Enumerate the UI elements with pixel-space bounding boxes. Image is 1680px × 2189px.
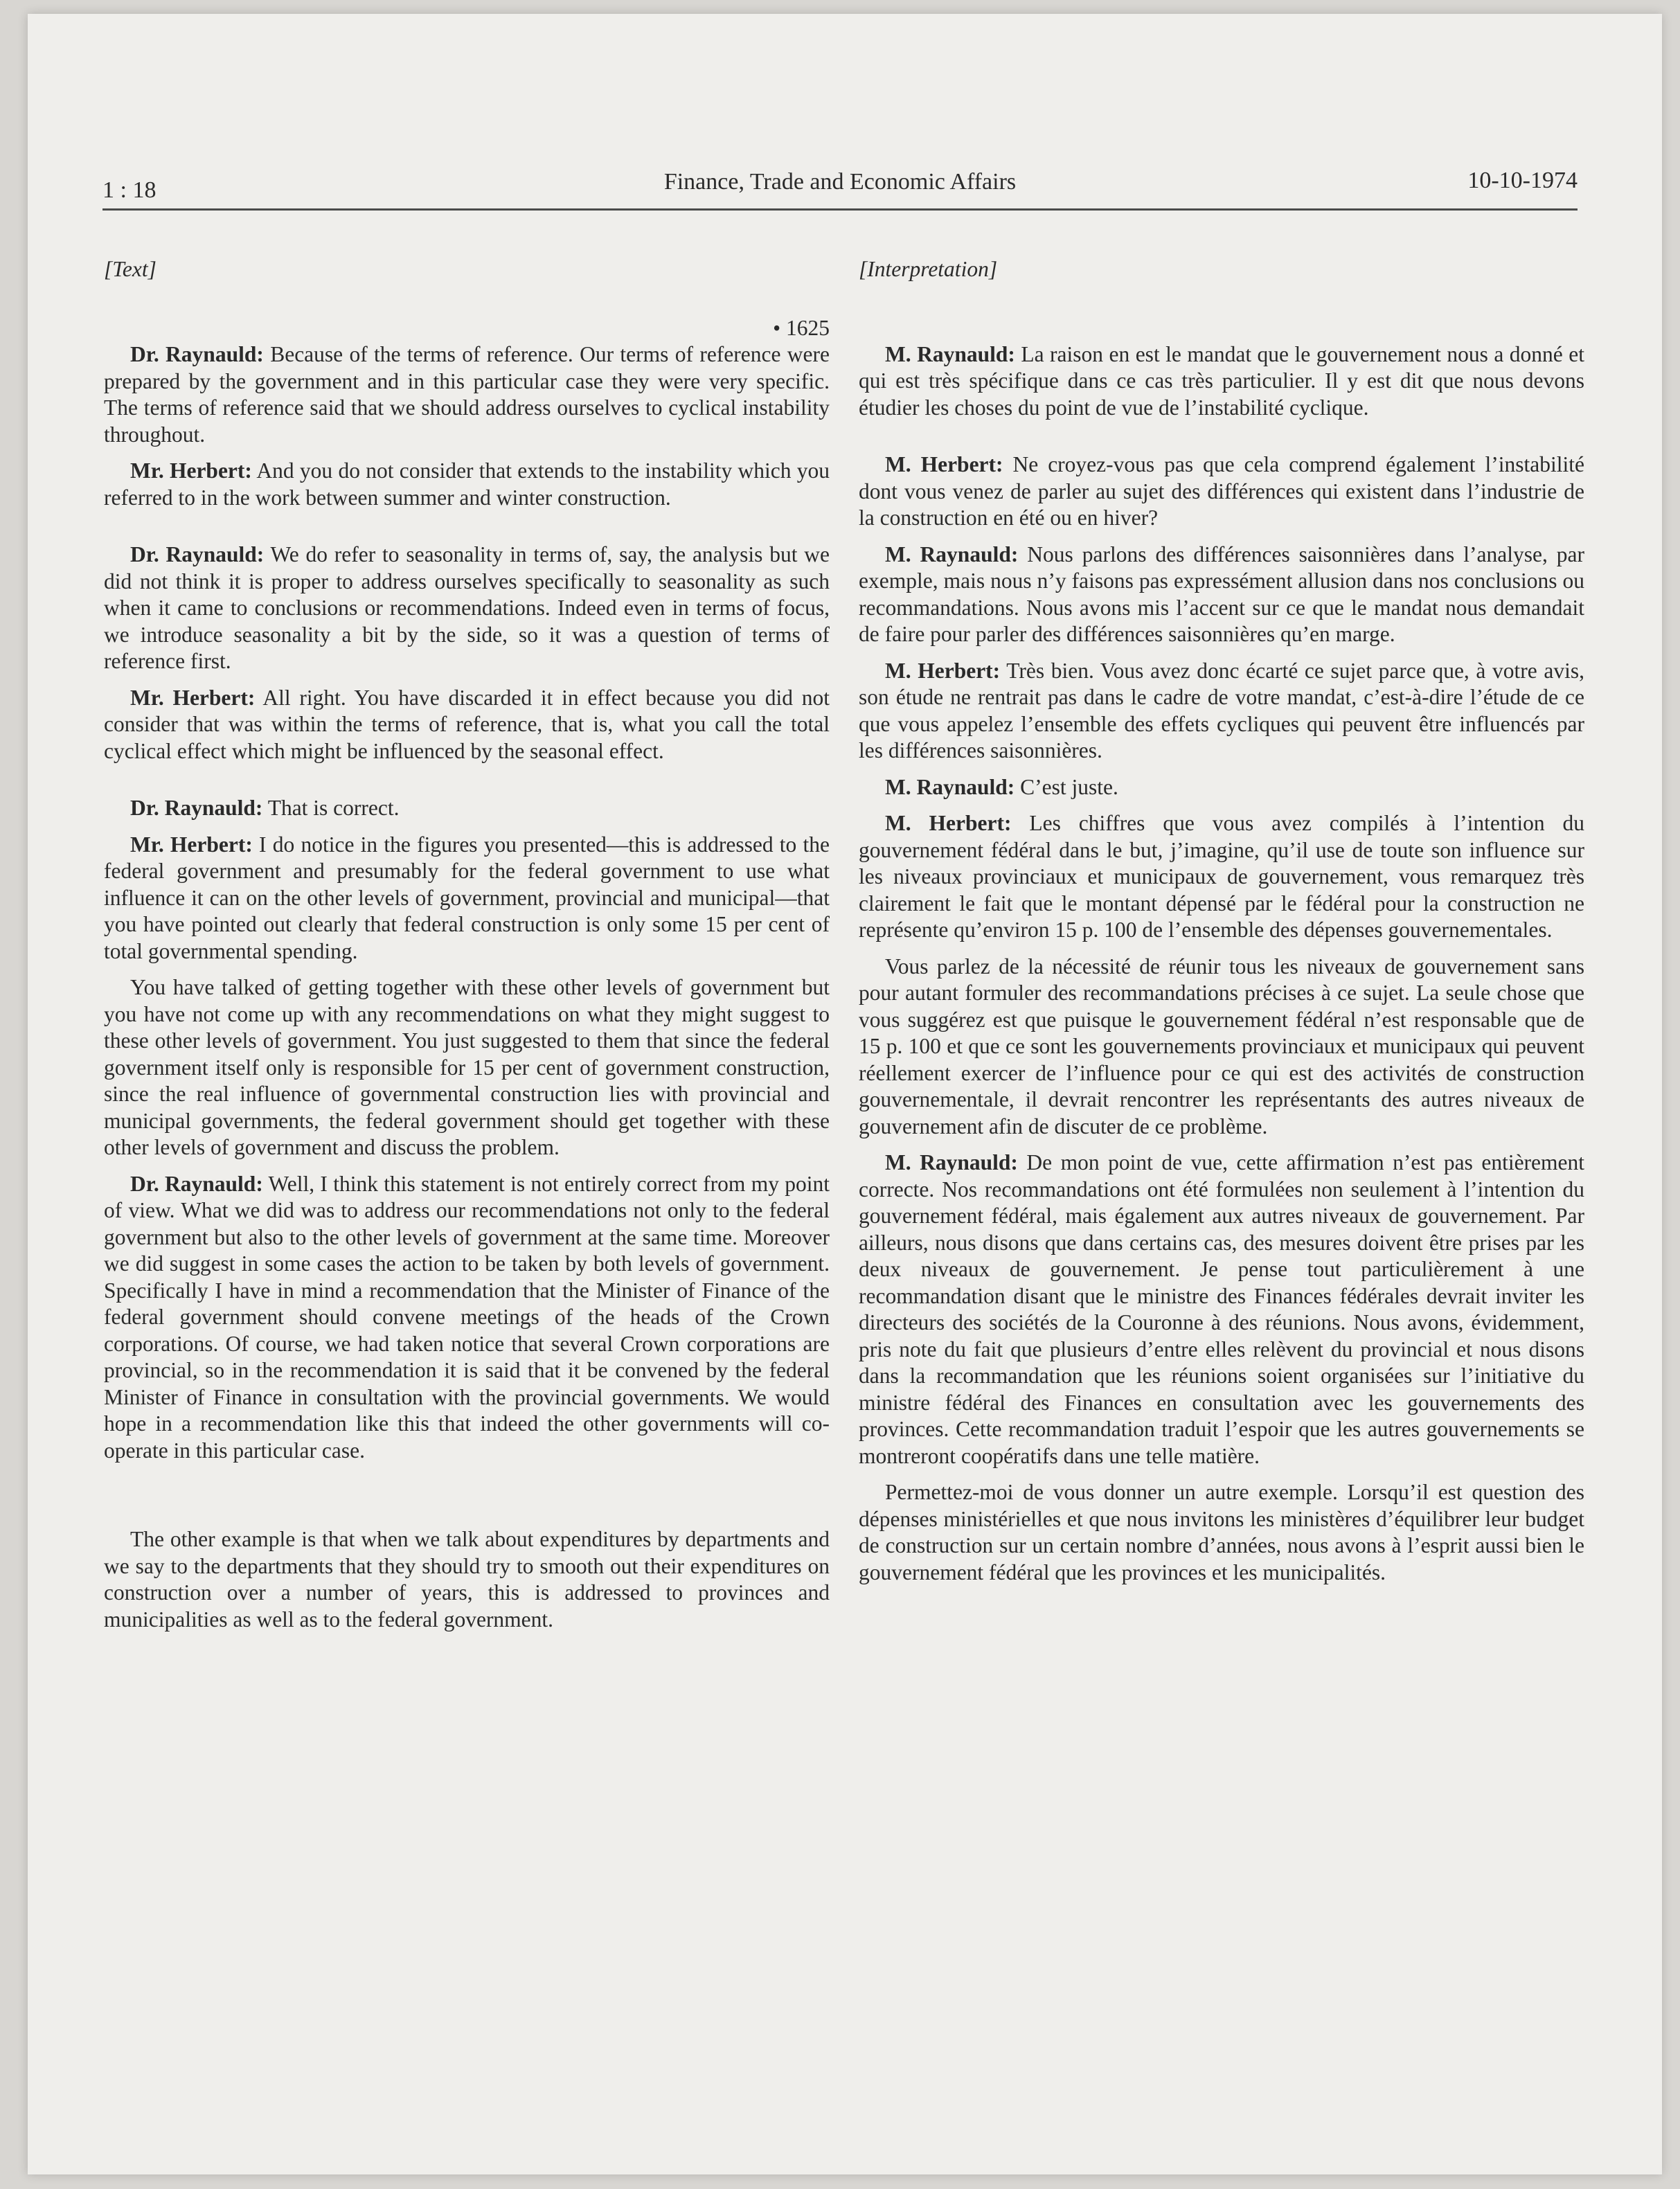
paragraph xyxy=(104,1526,830,1633)
page-number: 1 : 18 xyxy=(102,177,157,203)
speaker-name: M. Herbert: xyxy=(885,452,1003,476)
speaker-name: Mr. Herbert: xyxy=(130,832,253,857)
document-page xyxy=(28,14,1662,2174)
speech-text: Nous parlons des différences saisonnières dans l’analyse, par exemple, mais nous n’y faisons pas expressément allusion dans nos conclusions ou recommandations. Nous avons mis l’accent sur ce que le mandat nous demandait de faire pour parler des différences saisonnières qu’en marge. xyxy=(859,542,1584,646)
paragraph xyxy=(104,795,830,822)
speech-text: Well, I think this statement is not entirely correct from my point of view. What we did was to address our recommendations not only to the federal government but also to the other levels of government at the same time. Moreover we did suggest in some cases the action to be taken by both levels of government. Specifically I have in mind a recommendation that the Minister of Finance of the federal government should convene meetings of the heads of the Crown corporations. Of course, we had taken notice that several Crown corporations are provincial, so in the recommendation it is said that it be convened by the federal Minister of Finance in consultation with the provincial governments. We would hope in a recommendation like this that indeed the other governments will co-operate in this particular case. xyxy=(104,1171,830,1463)
paragraph xyxy=(859,954,1584,1141)
speech-text: That is correct. xyxy=(262,796,400,820)
speech-text: You have talked of getting together with these other levels of government but you have not come up with any recommendations on what they might suggest to these other levels of government. You just suggested to them that since the federal government itself only is responsible for 15 per cent of government construction, since the real influence of governmental construction lies with provincial and municipal governments, the federal government should get together with these other levels of government and discuss the problem. xyxy=(104,975,830,1159)
speech-text: Permettez-moi de vous donner un autre exemple. Lorsqu’il est question des dépenses ministérielles et que nous invitons les ministères d’équilibrer leur budget de construction sur un certain nombre d’années, nous avons à l’esprit aussi bien le gouvernement fédéral que les provinces et les municipalités. xyxy=(859,1480,1584,1584)
speech-text: Vous parlez de la nécessité de réunir tous les niveaux de gouvernement sans pour autant formuler des recommandations précises à ce sujet. La seule chose que vous suggérez est que puisque le gouvernement fédéral n’est responsable que de 15 p. 100 et que ce sont les gouvernements provinciaux et municipaux qui peuvent réellement exercer de l’influence pour ce qui est des activités de construction gouvernementale, il devrait rencontrer les représentants des autres niveaux de gouvernement afin de discuter de ce problème. xyxy=(859,954,1584,1138)
paragraph xyxy=(859,810,1584,944)
running-title: Finance, Trade and Economic Affairs xyxy=(663,169,1017,195)
speech-text: De mon point de vue, cette affirmation n’est pas entièrement correcte. Nos recommandations ont été formulées non seulement à l’intention du gouvernement fédéral, mais également aux autres niveaux de gouvernement. Par ailleurs, nous disons que dans certains cas, des mesures doivent être prises par les deux niveaux de gouvernement. Je pense tout particulièrement à une recommandation disant que le ministre des Finances fédérales devrait inviter les directeurs des sociétés de la Couronne à des réunions. Nous avons, évidemment, pris note du fait que plusieurs d’entre elles relèvent du provincial et nous disons dans la recommandation que les réunions soient organisées sur l’initiative du ministre fédéral des Finances en consultation avec les gouvernements des provinces. Cette recommandation traduit l’espoir que les autres gouvernements se montreront coopératifs dans une telle matière. xyxy=(859,1150,1585,1468)
time-marker: • 1625 xyxy=(773,315,830,340)
column-heading-text: [Text] xyxy=(104,257,157,281)
speech-text: Très bien. Vous avez donc écarté ce sujet parce que, à votre avis, son étude ne rentrait pas dans le cadre de votre mandat, c’est-à-dire l’étude de ce que vous appelez l’ensemble des effets cycliques qui peuvent être influencés par les différences saisonnières. xyxy=(859,658,1585,762)
paragraph xyxy=(104,685,830,765)
speech-text: Because of the terms of reference. Our terms of reference were prepared by the government and in this particular case they were very specific. The terms of reference said that we should address ourselves to cyclical instability throughout. xyxy=(104,342,830,447)
speaker-name: Mr. Herbert: xyxy=(130,685,256,710)
paragraph xyxy=(859,341,1584,422)
french-column xyxy=(859,256,1584,1596)
speaker-name: M. Herbert: xyxy=(885,811,1012,835)
speech-text: C’est juste. xyxy=(1015,774,1118,799)
speaker-name: M. Raynauld: xyxy=(885,1150,1018,1174)
speaker-name: Mr. Herbert: xyxy=(130,458,252,483)
header-date: 10-10-1974 xyxy=(1467,168,1578,193)
speech-text: We do refer to seasonality in terms of, say, the analysis but we did not think it is proper to address ourselves specifically to seasonality as such when it came to conclusions or recommendations. Indeed even in terms of focus, we introduce seasonality a bit by the side, so it was a question of terms of reference first. xyxy=(104,542,830,673)
paragraph xyxy=(104,458,830,511)
paragraph xyxy=(104,341,830,448)
paragraph xyxy=(104,832,830,965)
speaker-name: M. Herbert: xyxy=(885,658,1001,683)
speech-text: All right. You have discarded it in effect because you did not consider that was within the terms of reference, that is, what you call the total cyclical effect which might be influenced by the seasonal effect. xyxy=(104,685,830,763)
speech-text: The other example is that when we talk about expenditures by departments and we say to the departments that they should try to smooth out their expenditures on construction over a number of years, this is addressed to provinces and municipalities as well as to the federal government. xyxy=(104,1527,830,1632)
speaker-name: Dr. Raynauld: xyxy=(130,542,265,566)
paragraph xyxy=(104,542,830,675)
paragraph xyxy=(859,658,1584,765)
paragraph xyxy=(859,452,1584,532)
english-column xyxy=(104,256,830,1643)
page-header xyxy=(102,168,1578,206)
speech-text: Ne croyez-vous pas que cela comprend également l’instabilité dont vous venez de parler au sujet des différences qui existent dans l’industrie de la construction en été ou en hiver? xyxy=(859,452,1585,530)
speaker-name: M. Raynauld: xyxy=(885,341,1015,366)
speech-text: I do notice in the figures you presented—this is addressed to the federal government and presumably for the federal government to use what influence it can on the other levels of government, provincial and municipal—that you have pointed out clearly that federal construction is only some 15 per cent of total governmental spending. xyxy=(104,832,830,963)
speaker-name: M. Raynauld: xyxy=(885,542,1019,566)
column-heading-interpretation: [Interpretation] xyxy=(859,257,998,281)
paragraph xyxy=(104,1171,830,1465)
speech-text: La raison en est le mandat que le gouvernement nous a donné et qui est très spécifique dans ce cas très particulier. Il y est dit que nous devons étudier les choses du point de vue de l’instabilité cyclique. xyxy=(859,341,1584,420)
paragraph xyxy=(859,774,1584,801)
paragraph xyxy=(859,542,1584,648)
speech-text: And you do not consider that extends to the instability which you referred to in the work between summer and winter construction. xyxy=(104,458,830,510)
speaker-name: Dr. Raynauld: xyxy=(130,796,263,820)
speaker-name: Dr. Raynauld: xyxy=(130,1171,263,1196)
speaker-name: Dr. Raynauld: xyxy=(130,342,264,366)
speaker-name: M. Raynauld: xyxy=(885,774,1015,799)
speech-text: Les chiffres que vous avez compilés à l’intention du gouvernement fédéral dans le but, j’imagine, qu’il use de toute son influence sur les niveaux provinciaux et municipaux de gouvernement, vous remarquez très clairement le fait que le montant dépensé par le fédéral pour la construction ne représente qu’environ 15 p. 100 de l’ensemble des dépenses gouvernementales. xyxy=(859,811,1585,942)
paragraph xyxy=(859,1150,1584,1469)
paragraph xyxy=(859,1479,1584,1586)
paragraph xyxy=(104,974,830,1161)
header-rule xyxy=(102,208,1578,211)
